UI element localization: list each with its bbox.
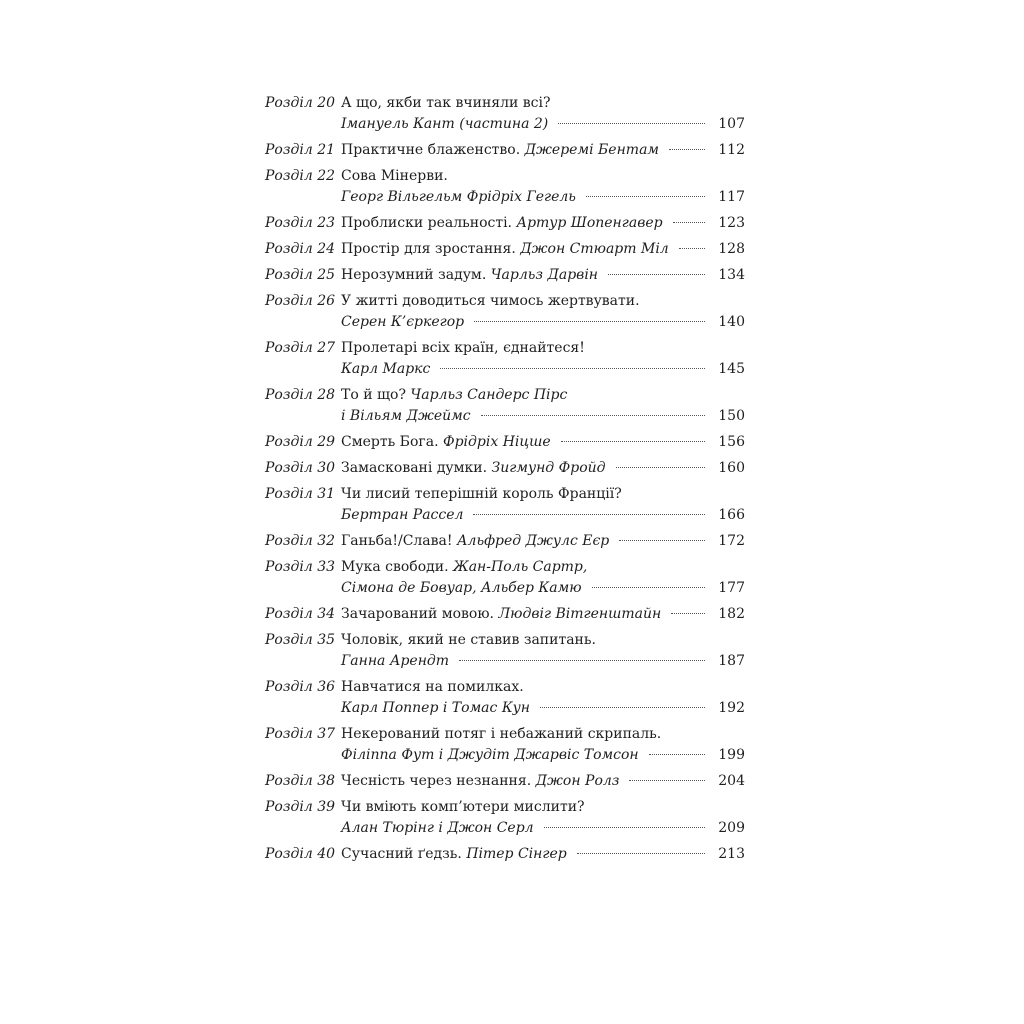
entry-text [341, 312, 464, 333]
entry-line [341, 677, 745, 698]
toc-entry [265, 531, 745, 552]
chapter-number: Розділ 22 [265, 168, 336, 184]
author-name: Артур Шопенгавер [516, 215, 663, 231]
toc-entry [265, 724, 745, 766]
author-name: Філіппа Фут і Джудіт Джарвіс Томсон [341, 747, 639, 763]
entry-line [341, 338, 745, 359]
chapter-number: Розділ 38 [265, 773, 336, 789]
chapter-number: Розділ 25 [265, 267, 336, 283]
dot-leader [481, 415, 705, 416]
entry-body [341, 338, 745, 380]
chapter-title: То й що? [341, 387, 411, 403]
entry-line [341, 265, 745, 286]
author-name: Георг Вільгельм Фрідріх Гегель [341, 189, 576, 205]
entry-text [341, 239, 669, 260]
toc-entry [265, 166, 745, 208]
chapter-title: Замасковані думки. [341, 460, 492, 476]
entry-text [341, 505, 463, 526]
dot-leader [558, 123, 705, 124]
entry-line [341, 213, 745, 234]
dot-leader [544, 827, 705, 828]
entry-body [341, 432, 745, 453]
entry-body [341, 557, 745, 599]
toc-entry [265, 604, 745, 625]
entry-line [341, 432, 745, 453]
entry-line [341, 531, 745, 552]
toc-entry [265, 93, 745, 135]
dot-leader [540, 707, 705, 708]
author-name: Джон Ролз [535, 773, 620, 789]
author-name: Ганна Арендт [341, 653, 450, 669]
entry-body [341, 604, 745, 625]
chapter-number: Розділ 37 [265, 726, 336, 742]
page-number: 209 [718, 820, 745, 836]
page-number: 213 [718, 846, 745, 862]
dot-leader [669, 149, 705, 150]
toc-entry [265, 265, 745, 286]
entry-text [341, 432, 551, 453]
toc-entry [265, 844, 745, 865]
entry-text [341, 293, 640, 309]
entry-text [341, 340, 585, 356]
entry-text [341, 799, 585, 815]
chapter-title: Навчатися на помилках. [341, 679, 524, 695]
entry-line [341, 484, 745, 505]
toc-entry [265, 432, 745, 453]
entry-text [341, 406, 471, 427]
chapter-number: Розділ 21 [265, 142, 336, 158]
chapter-title: У житті доводиться чимось жертвувати. [341, 293, 640, 309]
entry-line [341, 187, 745, 208]
chapter-number: Розділ 26 [265, 293, 336, 309]
entry-body [341, 484, 745, 526]
dot-leader [577, 853, 705, 854]
chapter-title: А що, якби так вчиняли всі? [341, 95, 551, 111]
entry-text [341, 604, 661, 625]
dot-leader [673, 222, 705, 223]
entry-text [341, 745, 639, 766]
chapter-number: Розділ 29 [265, 434, 336, 450]
entry-line [341, 312, 745, 333]
entry-body [341, 239, 745, 260]
page-number: 199 [718, 747, 745, 763]
dot-leader [671, 613, 705, 614]
page-number: 187 [718, 653, 745, 669]
entry-line [341, 239, 745, 260]
dot-leader [629, 780, 705, 781]
toc-entry [265, 385, 745, 427]
toc-entry [265, 484, 745, 526]
entry-text [341, 168, 448, 184]
entry-body [341, 677, 745, 719]
author-name: Альфред Джулс Еєр [456, 533, 610, 549]
entry-line [341, 385, 745, 406]
toc-entry [265, 338, 745, 380]
entry-body [341, 797, 745, 839]
entry-line [341, 140, 745, 161]
chapter-title: Простір для зростання. [341, 241, 521, 257]
page-number: 150 [718, 408, 745, 424]
entry-text [341, 651, 449, 672]
entry-text [341, 213, 663, 234]
entry-body [341, 93, 745, 135]
page-number: 128 [718, 241, 745, 257]
author-name: Сімона де Бовуар, Альбер Камю [341, 580, 582, 596]
dot-leader [561, 441, 705, 442]
chapter-title: Сова Мінерви. [341, 168, 448, 184]
toc-entry [265, 771, 745, 792]
chapter-title: Мука свободи. [341, 559, 453, 575]
entry-line [341, 291, 745, 312]
entry-body [341, 771, 745, 792]
dot-leader [440, 368, 705, 369]
chapter-title: Пролетарі всіх країн, єднайтеся! [341, 340, 585, 356]
author-name: Джон Стюарт Міл [520, 241, 669, 257]
entry-line [341, 745, 745, 766]
entry-body [341, 458, 745, 479]
chapter-number: Розділ 35 [265, 632, 336, 648]
chapter-title: Чесність через незнання. [341, 773, 536, 789]
entry-line [341, 651, 745, 672]
entry-text [341, 818, 534, 839]
entry-text [341, 771, 619, 792]
dot-leader [649, 754, 705, 755]
entry-text [341, 698, 530, 719]
dot-leader [679, 248, 705, 249]
entry-line [341, 557, 745, 578]
dot-leader [474, 321, 705, 322]
author-name: Зигмунд Фройд [491, 460, 606, 476]
author-name: Бертран Рассел [341, 507, 464, 523]
entry-text [341, 140, 659, 161]
entry-line [341, 359, 745, 380]
toc-entry [265, 239, 745, 260]
page-number: 177 [718, 580, 745, 596]
entry-text [341, 387, 567, 403]
entry-line [341, 578, 745, 599]
entry-line [341, 458, 745, 479]
entry-line [341, 166, 745, 187]
author-name: Серен К’єркегор [341, 314, 465, 330]
page-number: 182 [718, 606, 745, 622]
entry-body [341, 213, 745, 234]
chapter-number: Розділ 39 [265, 799, 336, 815]
chapter-number: Розділ 27 [265, 340, 336, 356]
entry-line [341, 844, 745, 865]
entry-text [341, 679, 524, 695]
entry-body [341, 140, 745, 161]
toc-entry [265, 797, 745, 839]
chapter-title: Зачарований мовою. [341, 606, 499, 622]
entry-body [341, 724, 745, 766]
chapter-title: Проблиски реальності. [341, 215, 517, 231]
author-name: Карл Маркс [341, 361, 431, 377]
chapter-number: Розділ 40 [265, 846, 336, 862]
chapter-title: Сучасний ґедзь. [341, 846, 467, 862]
page-number: 204 [718, 773, 745, 789]
entry-line [341, 93, 745, 114]
chapter-number: Розділ 33 [265, 559, 336, 575]
toc-entry [265, 291, 745, 333]
dot-leader [459, 660, 705, 661]
dot-leader [592, 587, 705, 588]
toc-entry [265, 213, 745, 234]
toc-entry [265, 458, 745, 479]
chapter-number: Розділ 24 [265, 241, 336, 257]
entry-line [341, 630, 745, 651]
entry-line [341, 698, 745, 719]
entry-body [341, 385, 745, 427]
entry-line [341, 797, 745, 818]
page-number: 140 [718, 314, 745, 330]
chapter-number: Розділ 28 [265, 387, 336, 403]
entry-line [341, 505, 745, 526]
entry-text [341, 114, 548, 135]
page-number: 134 [718, 267, 745, 283]
entry-line [341, 818, 745, 839]
dot-leader [608, 274, 705, 275]
entry-text [341, 559, 587, 575]
entry-text [341, 265, 598, 286]
dot-leader [473, 514, 705, 515]
author-name: Чарльз Дарвін [490, 267, 599, 283]
entry-text [341, 486, 622, 502]
page-number: 112 [718, 142, 745, 158]
toc-entry [265, 630, 745, 672]
dot-leader [619, 540, 705, 541]
chapter-title: Ганьба!/Слава! [341, 533, 457, 549]
page-number: 117 [718, 189, 745, 205]
page-number: 145 [718, 361, 745, 377]
chapter-number: Розділ 23 [265, 215, 336, 231]
entry-line [341, 604, 745, 625]
chapter-title: Практичне блаженство. [341, 142, 525, 158]
author-name: Фрідріх Ніцше [442, 434, 551, 450]
entry-body [341, 291, 745, 333]
chapter-title: Смерть Бога. [341, 434, 443, 450]
entry-text [341, 458, 606, 479]
page-number: 107 [718, 116, 745, 132]
entry-text [341, 578, 582, 599]
entry-line [341, 114, 745, 135]
entry-body [341, 844, 745, 865]
toc-entry [265, 557, 745, 599]
dot-leader [616, 467, 705, 468]
chapter-number: Розділ 30 [265, 460, 336, 476]
entry-text [341, 726, 661, 742]
entry-body [341, 166, 745, 208]
table-of-contents [265, 93, 745, 870]
chapter-number: Розділ 32 [265, 533, 336, 549]
page-number: 160 [718, 460, 745, 476]
chapter-title: Некерований потяг і небажаний скрипаль. [341, 726, 662, 742]
entry-text [341, 844, 567, 865]
chapter-title: Нерозумний задум. [341, 267, 491, 283]
chapter-number: Розділ 36 [265, 679, 336, 695]
page-number: 172 [718, 533, 745, 549]
chapter-title: Чоловік, який не ставив запитань. [341, 632, 596, 648]
author-name: Пітер Сінгер [466, 846, 567, 862]
page-number: 123 [718, 215, 745, 231]
author-name: Карл Поппер і Томас Кун [341, 700, 530, 716]
entry-text [341, 632, 596, 648]
toc-entry [265, 140, 745, 161]
entry-line [341, 406, 745, 427]
dot-leader [586, 196, 705, 197]
chapter-number: Розділ 20 [265, 95, 336, 111]
entry-text [341, 95, 551, 111]
entry-text [341, 531, 609, 552]
page-number: 166 [718, 507, 745, 523]
author-name: Джеремі Бентам [524, 142, 660, 158]
chapter-title: Чи вміють комп’ютери мислити? [341, 799, 585, 815]
entry-body [341, 630, 745, 672]
chapter-title: Чи лисий теперішній король Франції? [341, 486, 622, 502]
author-name: Жан-Поль Сартр, [452, 559, 588, 575]
author-name: Алан Тюрінг і Джон Серл [341, 820, 534, 836]
entry-text [341, 187, 576, 208]
page-number: 192 [718, 700, 745, 716]
toc-entry [265, 677, 745, 719]
chapter-number: Розділ 31 [265, 486, 336, 502]
entry-body [341, 265, 745, 286]
author-name: Імануель Кант (частина 2) [341, 116, 549, 132]
author-name: і Вільям Джеймс [341, 408, 471, 424]
page-number: 156 [718, 434, 745, 450]
entry-line [341, 724, 745, 745]
entry-body [341, 531, 745, 552]
author-name: Людвіг Вітгенштайн [498, 606, 662, 622]
entry-line [341, 771, 745, 792]
chapter-number: Розділ 34 [265, 606, 336, 622]
author-name: Чарльз Сандерс Пірс [410, 387, 568, 403]
entry-text [341, 359, 430, 380]
